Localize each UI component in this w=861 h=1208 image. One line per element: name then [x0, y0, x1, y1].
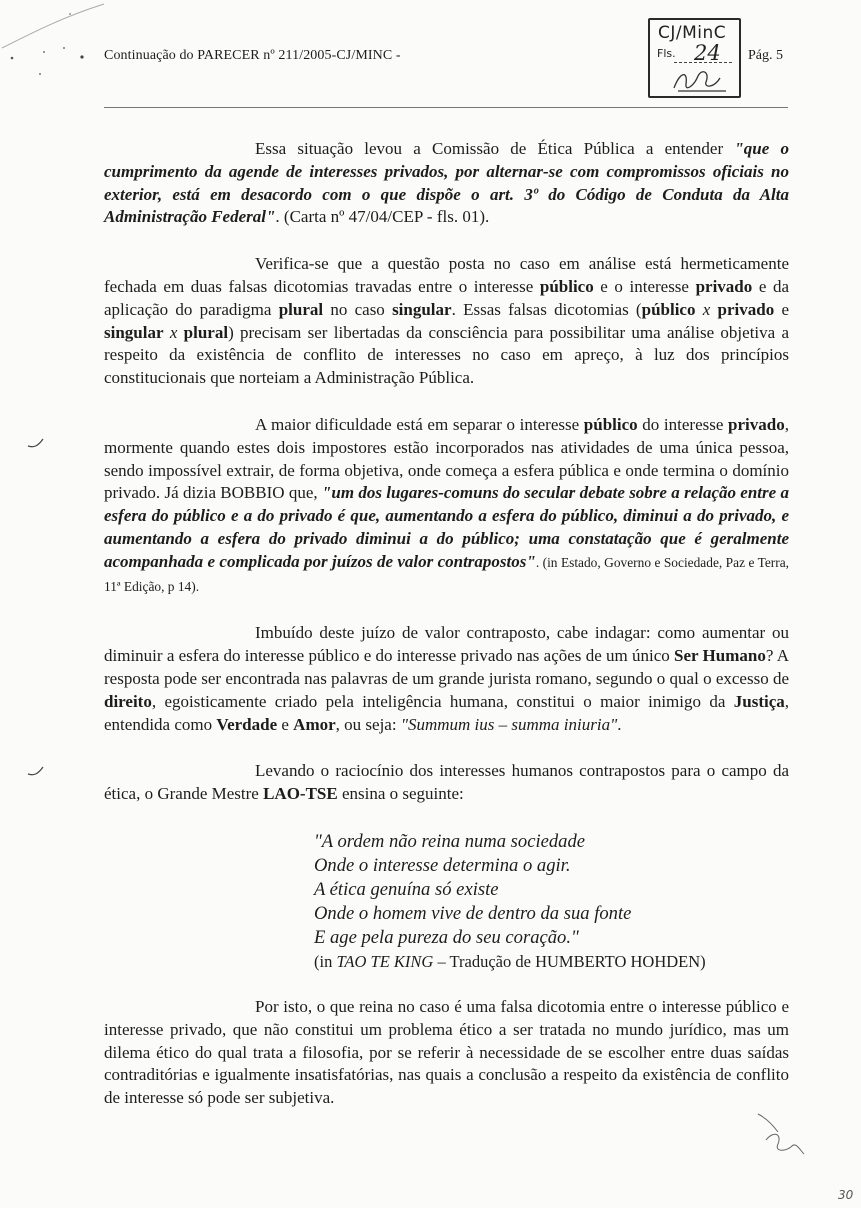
paragraph-text: Imbuído deste juízo de valor contraposto, cabe indagar: como aumentar ou diminuir a esfera do interesse público e do interesse privado nas ações de um único: [104, 623, 789, 666]
poem-line: Onde o homem vive de dentro da sua fonte: [314, 902, 632, 924]
paragraph-text: e o interesse: [593, 276, 696, 296]
stamp-signature: [670, 66, 730, 94]
stamp-fls-label: Fls.: [657, 47, 676, 60]
protocol-stamp: [648, 18, 741, 98]
paragraph-text: Verifica-se que a questão posta no caso em análise está hermeticamente fechada em duas falsas dicotomias travadas entre o interesse: [104, 254, 789, 296]
emphasis: singular: [392, 299, 452, 319]
paragraph-text: . Essas falsas dicotomias (: [451, 299, 642, 319]
paragraph-text: ? A resposta pode ser encontrada nas palavras de um grande jurista romano, segundo o qual o excesso de: [104, 646, 789, 688]
emphasis: Ser Humano: [674, 646, 766, 666]
paragraph: [104, 253, 789, 390]
paragraph-text: .: [617, 714, 622, 734]
poem-line: "A ordem não reina numa sociedade: [314, 830, 586, 852]
emphasis: plural: [278, 299, 324, 319]
scan-corner-mark: [0, 0, 110, 80]
citation-text: (in: [314, 951, 337, 971]
poem-line: A ética genuína só existe: [314, 878, 499, 900]
emphasis: plural: [183, 322, 229, 342]
paragraph-text: ) precisam ser libertadas da consciência para possibilitar uma análise objetiva a respeito da existência de conflito de interesses no caso em apreço, à luz dos princípios constitucionais que norteiam a Administração Pública.: [104, 322, 790, 388]
citation: . (in Estado, Governo e Sociedade, Paz e Terra, 11ª Edição, p 14).: [104, 554, 789, 594]
paragraph: [104, 138, 789, 229]
citation-text: – Tradução de HUMBERTO HOHDEN): [433, 951, 706, 971]
paragraph-text: A maior dificuldade está em separar o interesse: [255, 414, 584, 434]
document-body: [104, 138, 789, 1110]
emphasis: LAO-TSE: [263, 784, 338, 804]
emphasis: Verdade: [216, 714, 278, 734]
quotation: "um dos lugares-comuns do secular debate sobre a relação entre a esfera do público e a do privado é que, aumentando a esfera do público, diminui a do privado, e aumentando a esfera do privado diminui a do público; uma constatação que é geralmente acompanhada e complicada por juízos de valor contrapostos": [104, 483, 789, 571]
paragraph-text: ensina o seguinte:: [337, 784, 464, 804]
paragraph-text: e: [277, 714, 294, 734]
symbol: x: [695, 299, 718, 319]
emphasis: privado: [717, 299, 775, 319]
emphasis: privado: [695, 276, 753, 296]
paragraph-text: Essa situação levou a Comissão de Ética Pública a entender: [255, 139, 735, 158]
paragraph-text: Por isto, o que reina no caso é uma falsa dicotomia entre o interesse público e interesse privado, que não constitui um problema ético a ser tratada no mundo jurídico, mas um dilema ético do qual trata a filosofia, por se referir à necessidade de se escolher entre duas saídas contraditórias e igualmente insatisfatórias, nas quais a conclusão a respeito da existência de conflito de interesse só pode ser subjetiva.: [104, 996, 789, 1108]
paragraph-text: , entendida como: [104, 691, 789, 734]
emphasis: singular: [104, 322, 164, 342]
folio-number: 30: [838, 1188, 854, 1202]
emphasis: direito: [104, 691, 152, 711]
paragraph-text: , egoisticamente criado pela inteligência humana, constitui o maior inimigo da: [151, 691, 734, 711]
paragraph: [104, 996, 789, 1110]
paragraph-text: e: [774, 299, 790, 319]
poem-quote: [314, 830, 789, 974]
stamp-org: CJ/MinC: [658, 23, 727, 43]
poem-line: Onde o interesse determina o agir.: [314, 854, 571, 876]
emphasis: privado: [728, 414, 785, 434]
stamp-fls-number: 24: [694, 41, 721, 65]
paragraph: [104, 760, 789, 806]
header-rule: [104, 107, 788, 108]
margin-tick: [26, 436, 46, 452]
emphasis: Justiça: [733, 691, 785, 711]
emphasis: público: [641, 299, 696, 319]
page-header: Continuação do PARECER nº 211/2005-CJ/MINC -: [104, 48, 401, 63]
poem-line: E age pela pureza do seu coração.": [314, 926, 579, 948]
paragraph-text: Levando o raciocínio dos interesses humanos contrapostos para o campo da ética, o Grande Mestre: [104, 761, 789, 804]
paragraph-text: , ou seja:: [335, 714, 401, 734]
citation-work: TAO TE KING: [336, 951, 434, 971]
paragraph-text: e da aplicação do paradigma: [104, 276, 789, 319]
latin-maxim: "Summum ius – summa iniuria": [400, 714, 618, 734]
paragraph-text: , mormente quando estes dois impostores estão incorporados nas atividades de uma única pessoa, sendo impossível extrair, de forma objetiva, onde começa a esfera pública e onde termina o domínio privado. Já dizia BOBBIO que,: [104, 414, 789, 503]
quotation: "que o cumprimento da agende de interesses privados, por alternar-se com compromissos oficiais no exterior, está em desacordo com o que dispõe o art. 3º do Código de Conduta da Alta Administração Federal": [104, 139, 789, 227]
paragraph: [104, 414, 789, 598]
emphasis: Amor: [293, 714, 336, 734]
paragraph: [104, 622, 789, 736]
handwritten-mark: [752, 1110, 812, 1160]
symbol: x: [163, 322, 184, 342]
emphasis: público: [539, 276, 594, 296]
page-number: Pág. 5: [748, 48, 783, 63]
poem-citation: [314, 950, 789, 974]
paragraph-text: no caso: [323, 299, 393, 319]
stamp-fls-line: [674, 62, 732, 63]
margin-tick: [26, 764, 46, 780]
paragraph-text: do interesse: [637, 414, 729, 434]
emphasis: público: [583, 414, 638, 434]
citation: . (Carta nº 47/04/CEP - fls. 01).: [275, 207, 490, 227]
